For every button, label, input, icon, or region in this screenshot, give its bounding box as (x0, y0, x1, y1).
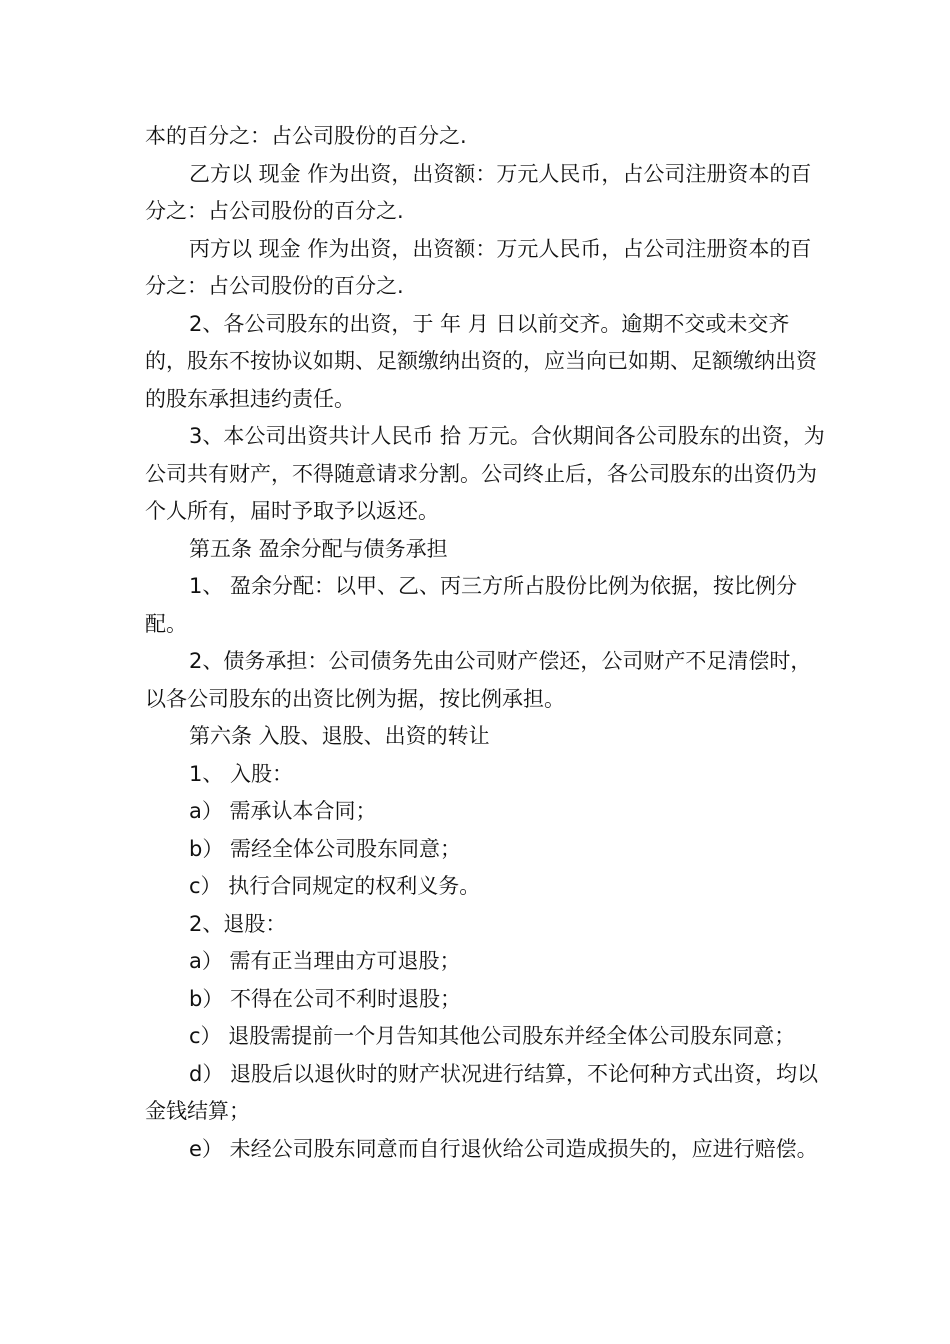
list-item: b） 不得在公司不利时退股； (189, 986, 462, 1011)
article-six-heading: 第六条 入股、退股、出资的转让 (189, 724, 490, 748)
paragraph-debt-liability: 2、债务承担：公司债务先由公司财产偿还，公司财产不足清偿时，以各公司股东的出资比例为据，按比例承担。 (145, 649, 812, 711)
list-item: a） 需有正当理由方可退股； (189, 949, 461, 973)
list-item: a） 需承认本合同； (189, 799, 377, 823)
paragraph-party-c-contribution: 丙方以 现金 作为出资，出资额：万元人民币，占公司注册资本的百分之：占公司股份的百分之. (145, 236, 812, 298)
article-five-heading: 第五条 盈余分配与债务承担 (189, 536, 448, 561)
list-item: b） 需经全体公司股东同意； (189, 836, 462, 861)
paragraph-total-capital: 3、本公司出资共计人民币 拾 万元。合伙期间各公司股东的出资，为公司共有财产，不得随意请求分割。公司终止后，各公司股东的出资仍为个人所有，届时予取予以返还。 (145, 424, 825, 523)
list-item: e） 未经公司股东同意而自行退伙给公司造成损失的，应进行赔偿。 (189, 1136, 818, 1161)
clause-joining-heading: 1、 入股： (189, 761, 294, 786)
paragraph-party-b-contribution: 乙方以 现金 作为出资，出资额：万元人民币，占公司注册资本的百分之：占公司股份的百分之. (145, 161, 812, 223)
list-item: c） 退股需提前一个月告知其他公司股东并经全体公司股东同意； (189, 1024, 796, 1048)
paragraph-contribution-deadline: 2、各公司股东的出资，于 年 月 日以前交齐。逾期不交或未交齐的，股东不按协议如期、足额缴纳出资的，应当向已如期、足额缴纳出资的股东承担违约责任。 (145, 311, 817, 411)
paragraph-capital-share-continued: 本的百分之：占公司股份的百分之. (145, 124, 467, 148)
clause-withdrawal-heading: 2、退股： (189, 911, 287, 936)
list-item: d） 退股后以退伙时的财产状况进行结算，不论何种方式出资，均以金钱结算； (145, 1061, 819, 1123)
list-item: c） 执行合同规定的权利义务。 (189, 874, 481, 898)
document-body (145, 118, 825, 1168)
paragraph-profit-distribution: 1、 盈余分配：以甲、乙、丙三方所占股份比例为依据，按比例分配。 (145, 574, 798, 636)
